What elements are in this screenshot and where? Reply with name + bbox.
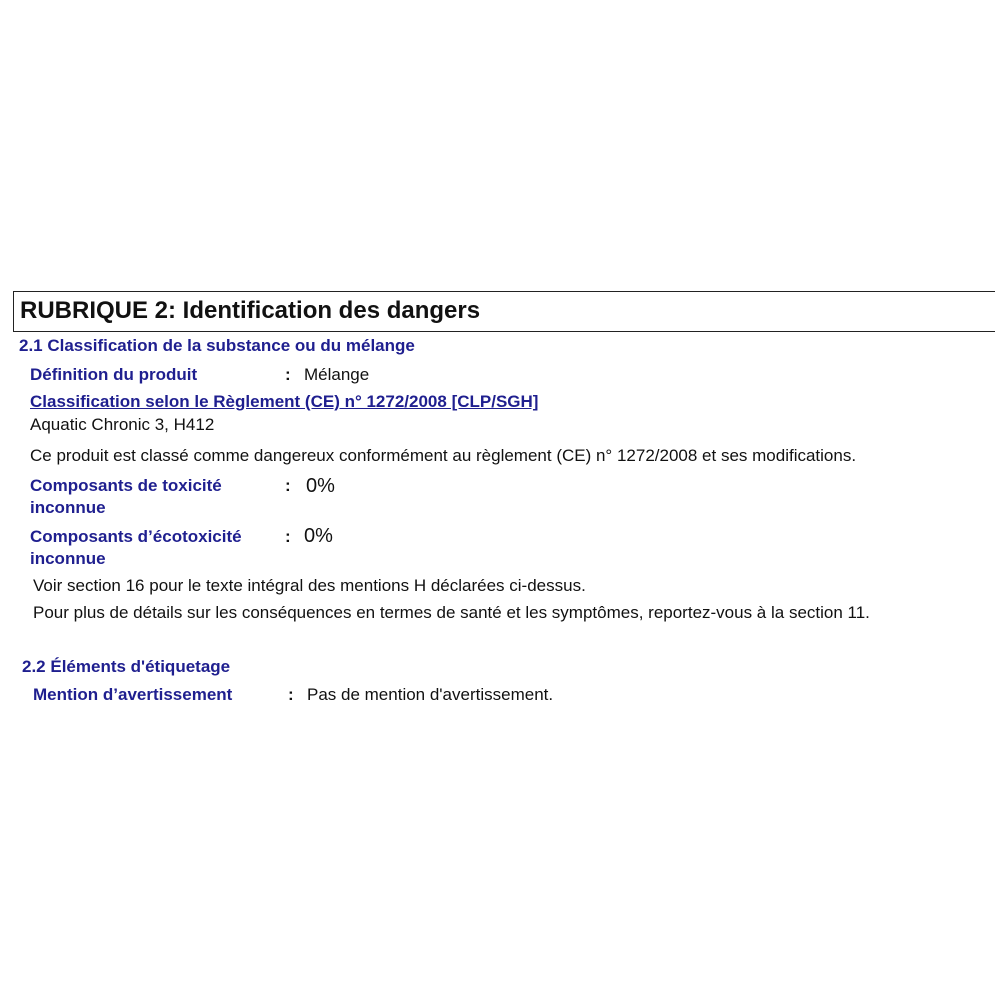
unknown-toxicity-label-line2: inconnue [30,498,106,517]
product-definition-label: Définition du produit [30,365,198,384]
unknown-ecotoxicity-value: 0% [304,525,333,547]
signal-word-colon: : [288,685,294,704]
product-definition-colon: : [285,365,291,384]
unknown-ecotoxicity-colon: : [285,527,291,546]
subsection-2-1-heading: 2.1 Classification de la substance ou du mélange [19,336,415,355]
hazard-classification: Aquatic Chronic 3, H412 [30,415,215,434]
unknown-toxicity-colon: : [285,476,291,495]
section-11-note: Pour plus de détails sur les conséquences en termes de santé et les symptômes, reportez-vous à la section 11. [33,603,870,622]
section-16-note: Voir section 16 pour le texte intégral des mentions H déclarées ci-dessus. [33,576,586,595]
subsection-2-2-heading: 2.2 Éléments d'étiquetage [22,657,231,676]
signal-word-label: Mention d’avertissement [33,685,233,704]
unknown-toxicity-label [30,475,222,519]
classification-regulation-link[interactable]: Classification selon le Règlement (CE) n° 1272/2008 [CLP/SGH] [30,392,539,411]
unknown-ecotoxicity-label-line1: Composants d’écotoxicité [30,527,242,546]
section-header-box [13,291,995,332]
unknown-ecotoxicity-label-line2: inconnue [30,549,106,568]
unknown-toxicity-label-line1: Composants de toxicité [30,476,222,495]
unknown-toxicity-value: 0% [306,475,335,497]
section-title: RUBRIQUE 2: Identification des dangers [20,297,481,324]
classification-statement: Ce produit est classé comme dangereux conformément au règlement (CE) n° 1272/2008 et ses modifications. [30,446,857,465]
product-definition-value: Mélange [304,365,370,384]
unknown-ecotoxicity-label [30,526,242,570]
signal-word-value: Pas de mention d'avertissement. [307,685,554,704]
